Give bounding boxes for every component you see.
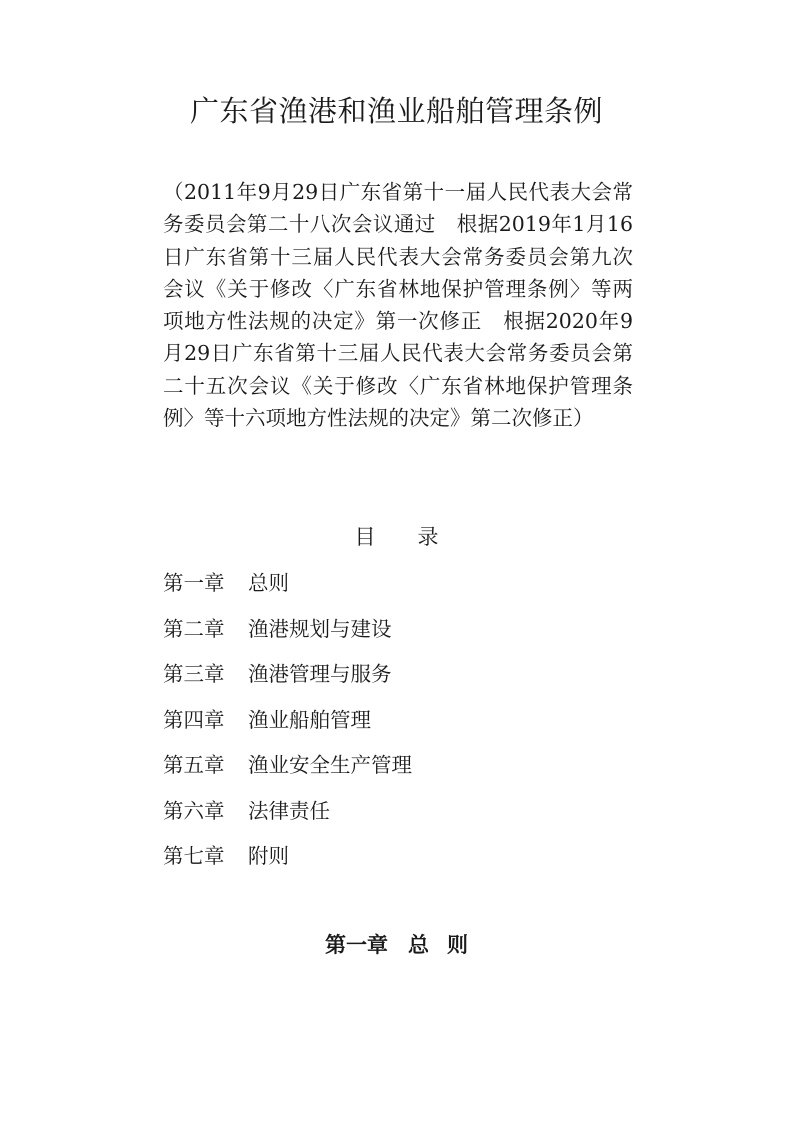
toc-chapter-title: 渔港规划与建设 <box>248 616 392 641</box>
toc-chapter-number: 第一章 <box>163 571 225 595</box>
toc-item <box>163 707 412 753</box>
toc-item <box>163 616 412 662</box>
toc-chapter-number: 第四章 <box>163 707 225 732</box>
toc-heading-char-2: 录 <box>417 525 439 549</box>
chapter-heading-char-2: 则 <box>447 933 468 957</box>
toc-chapter-number: 第六章 <box>163 798 225 823</box>
chapter-heading <box>0 932 793 958</box>
toc-chapter-title: 法律责任 <box>248 798 330 823</box>
toc-item <box>163 843 412 889</box>
toc-chapter-title: 渔港管理与服务 <box>248 662 392 686</box>
toc-chapter-number: 第七章 <box>163 844 225 868</box>
table-of-contents <box>163 570 412 889</box>
legislative-history-note: （2011年9月29日广东省第十一届人民代表大会常务委员会第二十八次会议通过 根据2019年1月16日广东省第十三届人民代表大会常务委员会第九次会议《关于修改〈广东省林地保护管理条例〉等两项地方性法规的决定》第一次修正 根据2020年9月29日广东省第十三届人民代表大会常务委员会第二十五次会议《关于修改〈广东省林地保护管理条例〉等十六项地方性法规的决定》第二次修正） <box>163 180 633 431</box>
toc-chapter-number: 第三章 <box>163 662 225 686</box>
toc-chapter-title: 渔业安全生产管理 <box>248 753 412 777</box>
chapter-heading-number: 第一章 <box>325 933 388 957</box>
chapter-heading-char-1: 总 <box>408 933 429 957</box>
document-title: 广东省渔港和渔业船舶管理条例 <box>189 94 603 128</box>
toc-item <box>163 752 412 798</box>
toc-chapter-title: 渔业船舶管理 <box>248 707 371 732</box>
toc-chapter-number: 第二章 <box>163 616 225 641</box>
toc-heading-char-1: 目 <box>354 525 376 549</box>
toc-item <box>163 570 412 616</box>
toc-heading <box>0 524 793 550</box>
toc-chapter-number: 第五章 <box>163 753 225 777</box>
toc-item <box>163 661 412 707</box>
toc-chapter-title: 附则 <box>248 844 289 868</box>
toc-item <box>163 798 412 844</box>
toc-chapter-title: 总则 <box>248 571 289 595</box>
